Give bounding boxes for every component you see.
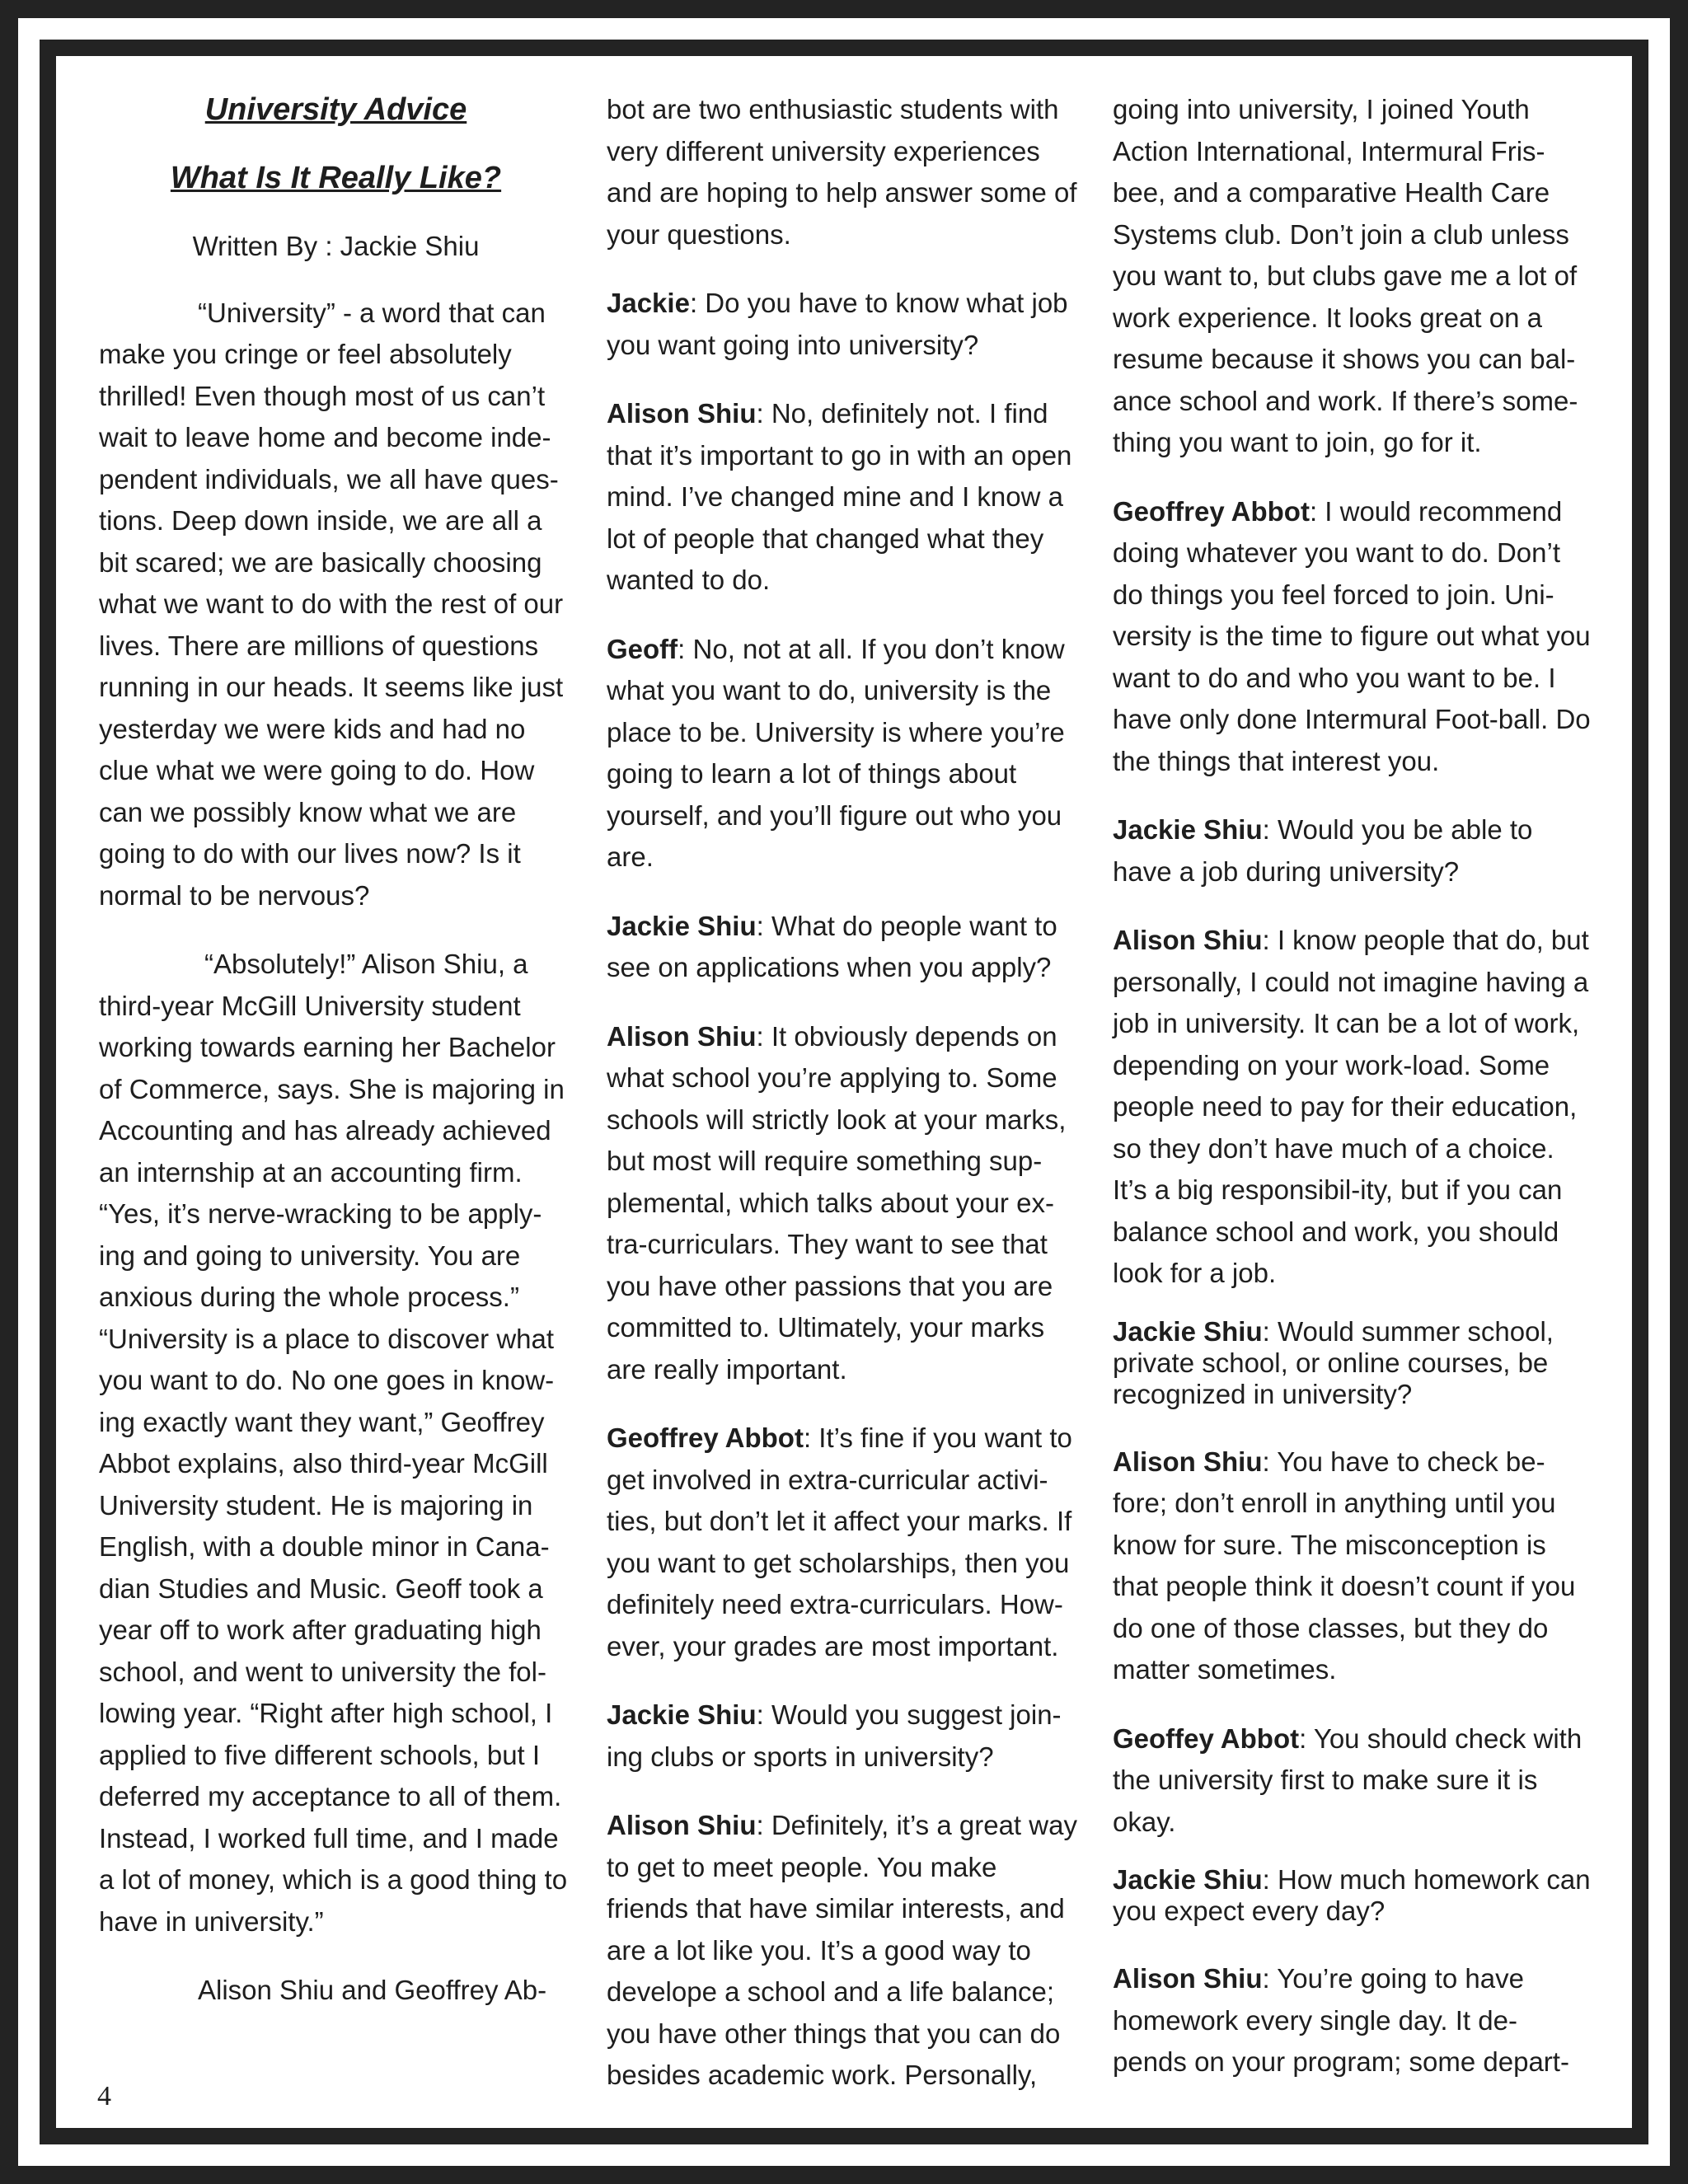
body-paragraph: Alison Shiu and Geoffrey Ab- <box>198 1975 547 2005</box>
speaker-name: Alison Shiu <box>1113 1963 1263 1994</box>
qa-paragraph <box>607 1016 1081 1391</box>
qa-text: : Would you suggest join-ing clubs or sports in university? <box>607 1699 1062 1772</box>
speaker-name: Geoffrey Abbot <box>607 1422 804 1453</box>
speaker-name: Jackie Shiu <box>1113 1315 1263 1347</box>
speaker-name: Jackie Shiu <box>607 1699 757 1730</box>
qa-paragraph <box>1113 1718 1591 1844</box>
qa-text: : What do people want to see on applications when you apply? <box>607 910 1057 982</box>
qa-text: : Definitely, it’s a great way to get to meet people. You make friends that have similar interests, and are a lot like you. It’s a good way to develope a school and a life balance; you have other things that you can do besides academic work. Personally, <box>607 1810 1077 2090</box>
article-title: University Advice <box>204 92 467 127</box>
speaker-name: Jackie <box>607 288 690 318</box>
qa-text: : You have to check be-fore; don’t enroll in anything until you know for sure. The misconception is that people think it doesn’t count if you do one of those classes, but they do matter sometimes. <box>1113 1446 1576 1685</box>
intro-paragraph: “University” - a word that can make you cringe or feel absolutely thrilled! Even though most of us can’t wait to leave home and become inde-pendent individuals, we all have ques-tions. Deep down inside, we are all a bit scared; we are basically choosing what we want to do with the rest of our lives. There are millions of questions running in our heads. It seems like just yesterday we were kids and had no clue what we were going to do. How can we possibly know what we are going to do with our lives now? Is it normal to be nervous? <box>99 297 564 911</box>
speaker-name: Jackie Shiu <box>1113 1864 1263 1895</box>
article-column-2 <box>607 89 1081 2124</box>
article-column-3 <box>1113 89 1591 2111</box>
speaker-name: Jackie Shiu <box>1113 814 1263 845</box>
body-paragraph: “Absolutely!” Alison Shiu, a third-year McGill University student working towards earning her Bachelor of Commerce, says. She is majoring in Accounting and has already achieved an internship at an accounting firm. “Yes, it’s nerve-wracking to be apply-ing and going to university. You are anxious during the whole process.” “University is a place to discover what you want to do. No one goes in know-ing exactly want they want,” Geoffrey Abbot explains, also third-year McGill University student. He is majoring in English, with a double minor in Cana-dian Studies and Music. Geoff took a year off to work after graduating high school, and went to university the fol-lowing year. “Right after high school, I applied to five different schools, but I deferred my acceptance to all of them. Instead, I worked full time, and I made a lot of money, which is a good thing to have in university.” <box>99 949 568 1937</box>
qa-text: : It obviously depends on what school you’re applying to. Some schools will strictly look at your marks, but most will require something sup-plemental, which talks about your ex-tra-curriculars. They want to see that you have other passions that you are committed to. Ultimately, your marks are really important. <box>607 1020 1067 1385</box>
speaker-name: Geoffey Abbot <box>1113 1722 1300 1754</box>
speaker-name: Geoffrey Abbot <box>1113 495 1310 527</box>
qa-paragraph <box>1113 920 1591 1295</box>
qa-text: : You should check with the university first to make sure it is okay. <box>1113 1722 1582 1837</box>
speaker-name: Geoff <box>607 633 678 664</box>
qa-paragraph <box>1113 1441 1591 1691</box>
page-number: 4 <box>97 2081 111 2111</box>
qa-paragraph <box>607 1418 1081 1667</box>
qa-paragraph <box>607 906 1081 989</box>
speaker-name: Jackie Shiu <box>607 910 757 941</box>
article-subtitle: What Is It Really Like? <box>170 161 502 195</box>
qa-text: : No, not at all. If you don’t know what you want to do, university is the place to be. University is where you’re going to learn a lot of things about yourself, and you’ll figure out who you are. <box>607 633 1065 872</box>
speaker-name: Alison Shiu <box>1113 1446 1263 1477</box>
qa-paragraph <box>1113 1316 1591 1410</box>
qa-text: : Would you be able to have a job during university? <box>1113 814 1533 887</box>
qa-text: : Do you have to know what job you want going into university? <box>607 288 1068 360</box>
qa-text: : It’s fine if you want to get involved in extra-curricular activi-ties, but don’t let it affect your marks. If you want to get scholarships, then you definitely need extra-curriculars. How-ever, your grades are most important. <box>607 1422 1072 1661</box>
speaker-name: Alison Shiu <box>607 1810 757 1840</box>
qa-text: : I know people that do, but personally, I could not imagine having a job in university. It can be a lot of work, depending on your work-load. Some people need to pay for their education, so they don’t have much of a choice. It’s a big responsibil-ity, but if you can balance school and work, you should look for a job. <box>1113 925 1589 1288</box>
qa-paragraph <box>607 1694 1081 1778</box>
qa-paragraph <box>607 1805 1081 2097</box>
qa-text: : I would recommend doing whatever you want to do. Don’t do things you feel forced to join. Uni-versity is the time to figure out what you want to do and who you want to be. I have only done Intermural Foot-ball. Do the things that interest you. <box>1113 495 1591 776</box>
qa-paragraph <box>607 629 1081 879</box>
qa-paragraph <box>607 283 1081 366</box>
speaker-name: Alison Shiu <box>607 1020 757 1052</box>
speaker-name: Alison Shiu <box>1113 925 1263 955</box>
speaker-name: Alison Shiu <box>607 398 757 429</box>
qa-paragraph <box>1113 1864 1591 1927</box>
qa-paragraph <box>607 393 1081 602</box>
qa-paragraph <box>1113 1958 1591 2083</box>
body-paragraph: going into university, I joined Youth Action International, Intermural Fris-bee, and a comparative Health Care Systems club. Don’t join a club unless you want to, but clubs gave me a lot of work experience. It looks great on a resume because it shows you can bal-ance school and work. If there’s some-thing you want to join, go for it. <box>1113 94 1578 457</box>
body-paragraph: bot are two enthusiastic students with very different university experiences and are hoping to help answer some of your questions. <box>607 94 1077 250</box>
qa-text: : How much homework can you expect every day? <box>1113 1864 1591 1926</box>
article-column-1 <box>99 89 573 2039</box>
qa-text: : Would summer school, private school, or online courses, be recognized in university? <box>1113 1315 1554 1409</box>
byline: Written By : Jackie Shiu <box>192 231 480 261</box>
qa-paragraph <box>1113 491 1591 783</box>
qa-paragraph <box>1113 809 1591 893</box>
qa-text: : No, definitely not. I find that it’s important to go in with an open mind. I’ve changed mine and I know a lot of people that changed what they wanted to do. <box>607 398 1072 595</box>
qa-text: : You’re going to have homework every single day. It de-pends on your program; some depart- <box>1113 1963 1569 2077</box>
